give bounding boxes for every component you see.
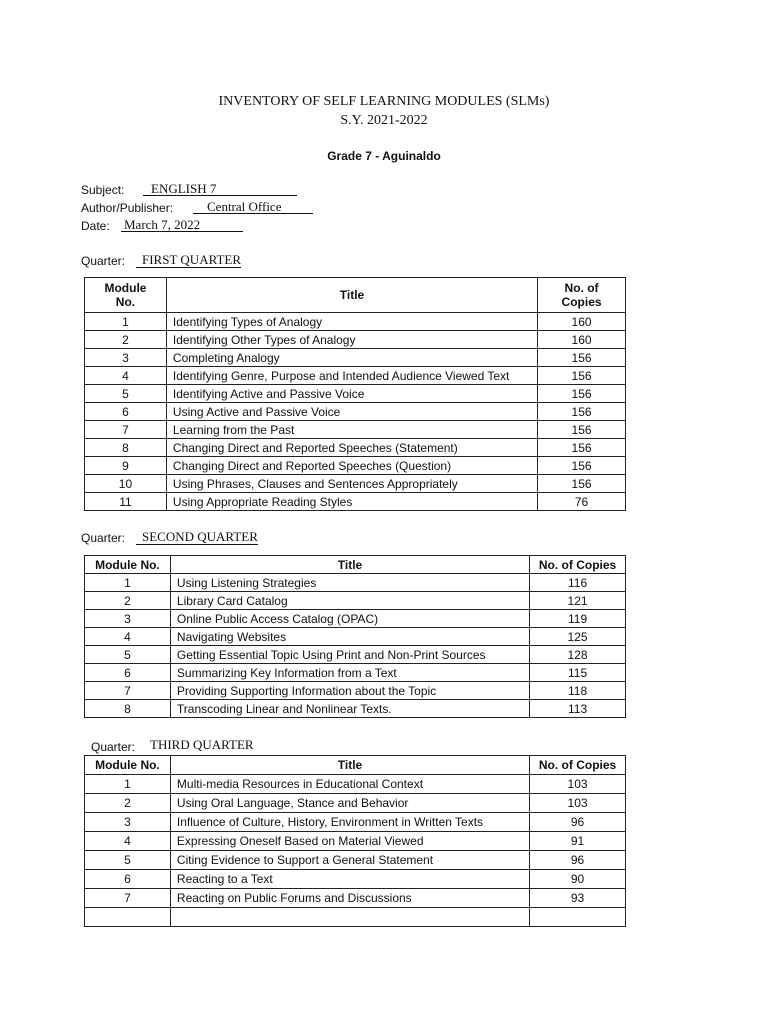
table-row <box>85 628 626 646</box>
table-body <box>85 574 626 718</box>
date-value: March 7, 2022 <box>121 217 243 232</box>
table-row <box>85 870 626 889</box>
copies-cell: 119 <box>530 610 626 628</box>
author-label: Author/Publisher: <box>81 201 174 215</box>
module-title-cell: Reacting to a Text <box>170 870 529 889</box>
module-number-cell: 3 <box>85 610 171 628</box>
table-row <box>85 439 626 457</box>
table-row <box>85 403 626 421</box>
module-title-cell: Completing Analogy <box>166 349 537 367</box>
table-row <box>85 592 626 610</box>
copies-cell: 156 <box>538 349 626 367</box>
table-row <box>85 385 626 403</box>
module-number-cell: 2 <box>85 331 167 349</box>
table-row <box>85 794 626 813</box>
module-number-cell: 2 <box>85 794 171 813</box>
copies-cell: 128 <box>530 646 626 664</box>
module-title-cell: Influence of Culture, History, Environment in Written Texts <box>170 813 529 832</box>
copies-cell: 156 <box>538 475 626 493</box>
title-header: Title <box>170 756 529 775</box>
module-number-cell: 7 <box>85 889 171 908</box>
author-value: Central Office <box>193 199 313 214</box>
document-title: INVENTORY OF SELF LEARNING MODULES (SLMs) <box>218 94 550 109</box>
module-title-cell: Citing Evidence to Support a General Statement <box>170 851 529 870</box>
table-row <box>85 682 626 700</box>
module-title-cell: Summarizing Key Information from a Text <box>170 664 529 682</box>
table-row <box>85 832 626 851</box>
module-number-cell: 4 <box>85 832 171 851</box>
title-header: Title <box>170 556 529 574</box>
module-number-cell: 4 <box>85 367 167 385</box>
module-title-cell: Getting Essential Topic Using Print and Non-Print Sources <box>170 646 529 664</box>
module-number-cell: 5 <box>85 646 171 664</box>
table-row <box>85 700 626 718</box>
module-title-cell: Changing Direct and Reported Speeches (Statement) <box>166 439 537 457</box>
date-label: Date: <box>81 219 110 233</box>
module-title-cell: Online Public Access Catalog (OPAC) <box>170 610 529 628</box>
copies-cell: 113 <box>530 700 626 718</box>
table-row <box>85 851 626 870</box>
copies-cell: 125 <box>530 628 626 646</box>
module-number-cell: 1 <box>85 574 171 592</box>
module-title-cell: Using Listening Strategies <box>170 574 529 592</box>
module-no-header: Module No. <box>85 556 171 574</box>
table-row <box>85 457 626 475</box>
table-row <box>85 889 626 908</box>
second-quarter-table <box>84 555 626 718</box>
subject-value: ENGLISH 7 <box>143 181 297 196</box>
table-row <box>85 775 626 794</box>
table-row <box>85 610 626 628</box>
table-body <box>85 313 626 511</box>
module-title-cell: Identifying Other Types of Analogy <box>166 331 537 349</box>
module-number-cell: 3 <box>85 813 171 832</box>
module-number-cell: 3 <box>85 349 167 367</box>
copies-cell <box>530 908 626 927</box>
module-number-cell: 6 <box>85 664 171 682</box>
module-title-cell: Navigating Websites <box>170 628 529 646</box>
module-number-cell: 4 <box>85 628 171 646</box>
module-title-cell: Identifying Genre, Purpose and Intended Audience Viewed Text <box>166 367 537 385</box>
module-number-cell: 9 <box>85 457 167 475</box>
table-row <box>85 475 626 493</box>
school-year: S.Y. 2021-2022 <box>340 113 428 128</box>
quarter-name: SECOND QUARTER <box>136 529 258 545</box>
module-title-cell: Providing Supporting Information about the Topic <box>170 682 529 700</box>
table-row <box>85 908 626 927</box>
module-number-cell: 6 <box>85 403 167 421</box>
table-body <box>85 775 626 927</box>
grade-section: Grade 7 - Aguinaldo <box>327 149 441 163</box>
module-number-cell: 2 <box>85 592 171 610</box>
module-number-cell: 10 <box>85 475 167 493</box>
module-number-cell: 11 <box>85 493 167 511</box>
copies-cell: 90 <box>530 870 626 889</box>
subject-label: Subject: <box>81 183 125 197</box>
copies-header: No. of Copies <box>538 278 626 313</box>
quarter-label: Quarter: <box>81 254 126 268</box>
copies-cell: 156 <box>538 385 626 403</box>
copies-cell: 118 <box>530 682 626 700</box>
third-quarter-table <box>84 755 626 927</box>
copies-cell: 116 <box>530 574 626 592</box>
module-title-cell: Using Active and Passive Voice <box>166 403 537 421</box>
date-field <box>121 216 243 234</box>
module-title-cell: Reacting on Public Forums and Discussions <box>170 889 529 908</box>
module-title-cell: Transcoding Linear and Nonlinear Texts. <box>170 700 529 718</box>
module-number-cell: 5 <box>85 851 171 870</box>
module-title-cell: Expressing Oneself Based on Material Viewed <box>170 832 529 851</box>
module-number-cell: 8 <box>85 700 171 718</box>
table-row <box>85 421 626 439</box>
quarter-name: FIRST QUARTER <box>136 252 241 268</box>
module-title-cell: Using Oral Language, Stance and Behavior <box>170 794 529 813</box>
copies-cell: 115 <box>530 664 626 682</box>
copies-cell: 160 <box>538 313 626 331</box>
table-row <box>85 646 626 664</box>
table-header-row <box>85 756 626 775</box>
title-header: Title <box>166 278 537 313</box>
copies-cell: 96 <box>530 813 626 832</box>
table-row <box>85 493 626 511</box>
subject-field <box>143 180 297 198</box>
copies-cell: 103 <box>530 775 626 794</box>
quarter-name: THIRD QUARTER <box>150 737 254 752</box>
copies-cell: 160 <box>538 331 626 349</box>
author-field <box>193 198 313 216</box>
module-number-cell <box>85 908 171 927</box>
copies-cell: 76 <box>538 493 626 511</box>
quarter-label: Quarter: <box>91 740 136 754</box>
table-row <box>85 664 626 682</box>
quarter-label: Quarter: <box>81 531 126 545</box>
module-number-cell: 7 <box>85 421 167 439</box>
module-title-cell: Identifying Active and Passive Voice <box>166 385 537 403</box>
copies-cell: 91 <box>530 832 626 851</box>
copies-cell: 156 <box>538 421 626 439</box>
copies-cell: 156 <box>538 457 626 475</box>
module-title-cell: Using Appropriate Reading Styles <box>166 493 537 511</box>
module-title-cell <box>170 908 529 927</box>
copies-cell: 93 <box>530 889 626 908</box>
module-title-cell: Learning from the Past <box>166 421 537 439</box>
module-title-cell: Using Phrases, Clauses and Sentences Appropriately <box>166 475 537 493</box>
copies-cell: 156 <box>538 367 626 385</box>
table-row <box>85 349 626 367</box>
copies-cell: 156 <box>538 403 626 421</box>
module-title-cell: Changing Direct and Reported Speeches (Question) <box>166 457 537 475</box>
table-header-row <box>85 556 626 574</box>
table-row <box>85 367 626 385</box>
copies-cell: 103 <box>530 794 626 813</box>
first-quarter-table <box>84 277 626 511</box>
table-row <box>85 313 626 331</box>
module-number-cell: 1 <box>85 775 171 794</box>
module-number-cell: 5 <box>85 385 167 403</box>
module-title-cell: Library Card Catalog <box>170 592 529 610</box>
copies-header: No. of Copies <box>530 756 626 775</box>
module-no-header: Module No. <box>85 756 171 775</box>
copies-cell: 121 <box>530 592 626 610</box>
copies-cell: 96 <box>530 851 626 870</box>
module-number-cell: 8 <box>85 439 167 457</box>
table-row <box>85 574 626 592</box>
module-number-cell: 7 <box>85 682 171 700</box>
table-row <box>85 813 626 832</box>
copies-header: No. of Copies <box>530 556 626 574</box>
module-title-cell: Identifying Types of Analogy <box>166 313 537 331</box>
table-header-row <box>85 278 626 313</box>
module-no-header: Module No. <box>85 278 167 313</box>
table-row <box>85 331 626 349</box>
module-number-cell: 1 <box>85 313 167 331</box>
copies-cell: 156 <box>538 439 626 457</box>
module-title-cell: Multi-media Resources in Educational Context <box>170 775 529 794</box>
module-number-cell: 6 <box>85 870 171 889</box>
